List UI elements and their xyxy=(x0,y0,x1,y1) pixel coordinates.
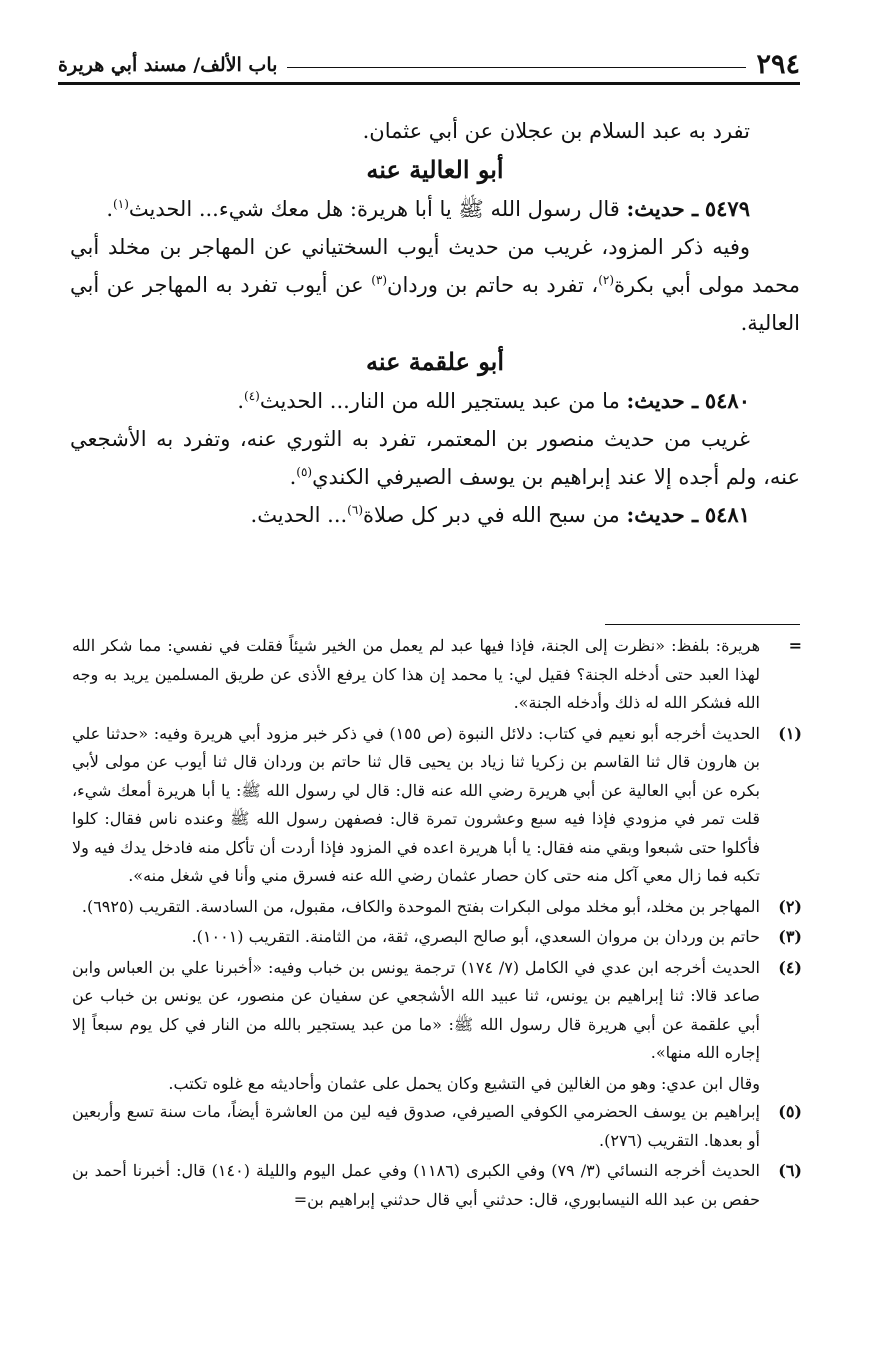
footnote-4: (٤) الحديث أخرجه ابن عدي في الكامل (٧/ ١٧٤) ترجمة يونس بن خباب وفيه: «أخبرنا علي بن العباس وابن صاعد قالا: ثنا إبراهيم بن يونس، ثنا عبيد الله الأشجعي عن سفيان عن منصور، عن يونس بن خباب عن أبي علقمة عن أبي هريرة قال رسول الله ﷺ: «ما من عبد يستجير بالله من النار في كل يوم سبعاً إلا إجاره الله منها». xyxy=(72,954,802,1068)
hadith-label: ـ حديث: xyxy=(626,388,699,413)
hadith-5479: ٥٤٧٩ ـ حديث: قال رسول الله ﷺ يا أبا هريرة: هل معك شيء... الحديث$^{(١)}$. xyxy=(106,196,750,221)
section-heading-abu-alqama: أبو علقمة عنه xyxy=(365,347,505,376)
hadith-5480: ٥٤٨٠ ـ حديث: ما من عبد يستجير الله من النار... الحديث$^{(٤)}$. xyxy=(237,388,750,413)
section-heading-abu-aliya: أبو العالية عنه xyxy=(366,155,504,184)
footnote-6: (٦) الحديث أخرجه النسائي (٣/ ٧٩) وفي الكبرى (١١٨٦) وفي عمل اليوم والليلة (١٤٠) قال: أخبرنا أحمد بن حفص بن عبد الله النيسابوري، قال: حدثني أبي قال حدثني إبراهيم بن= xyxy=(72,1157,802,1214)
hadith-text: ما من عبد يستجير الله من النار... الحديث xyxy=(259,389,620,413)
hadith-number: ٥٤٨٠ xyxy=(704,388,750,413)
header-rule xyxy=(287,67,746,68)
footnote-ref: (٤) xyxy=(244,389,260,403)
footnote-ref: (٥) xyxy=(296,465,313,479)
footnote-mark: (٥) xyxy=(778,1102,802,1121)
hadith-number: ٥٤٨١ xyxy=(704,502,750,527)
footnote-mark: (٣) xyxy=(778,927,802,946)
hadith-label: ـ حديث: xyxy=(626,502,699,527)
footnote-3: (٣) حاتم بن وردان بن مروان السعدي، أبو صالح البصري، ثقة، من الثامنة. التقريب (١٠٠١). xyxy=(72,923,802,952)
page-number: ٢٩٤ xyxy=(756,49,800,80)
footnote-4-extra: وقال ابن عدي: وهو من الغالين في التشيع وكان يحمل على عثمان وأحاديثه مع غلوه تكتب. xyxy=(168,1073,760,1093)
footnote-divider xyxy=(605,624,800,625)
hadith-number: ٥٤٧٩ xyxy=(704,196,750,221)
footnote-ref: (٣) xyxy=(371,273,388,287)
footnote-ref: (٦) xyxy=(347,503,363,517)
footnote-mark: = xyxy=(788,636,802,655)
footnote-mark: (٦) xyxy=(778,1161,802,1180)
running-title: باب الألف/ مسند أبي هريرة xyxy=(58,54,278,76)
main-text xyxy=(70,112,800,534)
footnotes xyxy=(72,632,802,1216)
footnote-mark: (٤) xyxy=(778,957,802,977)
hadith-label: ـ حديث: xyxy=(626,196,699,221)
footnote-continuation: = هريرة: بلفظ: «نظرت إلى الجنة، فإذا فيها عبد لم يعمل من الخير شيئاً فقلت في نفسي: مما شكر الله لهذا العبد حتى أدخله الجنة؟ فقيل لي: يا محمد إن هذا كان يرفع الأذى عن طريق المسلمين يريد به وجه الله فشكر الله له ذلك وأدخله الجنة». xyxy=(72,632,802,718)
footnote-ref: (٢) xyxy=(598,273,615,287)
page-header xyxy=(58,40,800,85)
footnote-mark: (٢) xyxy=(778,896,802,916)
footnote-1: (١) الحديث أخرجه أبو نعيم في كتاب: دلائل النبوة (ص ١٥٥) في ذكر خبر مزود أبي هريرة وفيه: «حدثنا علي بن هارون قال ثنا القاسم بن زكريا ثنا زياد بن يحيى قال ثنا حاتم بن وردان قال ثنا أيوب عن مولى لأبي بكره عن أبي العالية عن أبي هريرة رضي الله عنه قال: قال لي رسول الله ﷺ: يا أبا هريرة أمعك شيء، قلت تمر في مزودي فإذا فيه سبع وعشرون تمرة قال: فصفهن رسول الله ﷺ وعنده ناس فقال: كلوا فأكلوا حتى شبعوا وبقي منه فقال: يا أبا هريرة اعده في المزود فإذا أردت أن تأكل منه فادخل يدك فيه ولا تكبه فما زال معي آكل منه حتى كان حصار عثمان رضي الله عنه فسرق مني وأنا في شغل منه». xyxy=(72,720,802,891)
footnote-2: (٢) المهاجر بن مخلد، أبو مخلد مولى البكرات بفتح الموحدة والكاف، مقبول، من السادسة. التقريب (٦٩٢٥). xyxy=(72,893,802,922)
footnote-5: (٥) إبراهيم بن يوسف الحضرمي الكوفي الصيرفي، صدوق فيه لين من العاشرة أيضاً، مات سنة تسع وأربعين أو بعدها. التقريب (٢٧٦). xyxy=(72,1098,802,1155)
intro-line: تفرد به عبد السلام بن عجلان عن أبي عثمان. xyxy=(362,119,750,143)
commentary-5480: غريب من حديث منصور بن المعتمر، تفرد به الثوري عنه، وتفرد به الأشجعي عنه، ولم أجده إلا عند إبراهيم بن يوسف الصيرفي الكندي$^{(٥)}$. xyxy=(70,427,800,489)
footnote-ref: (١) xyxy=(113,197,129,211)
footnote-mark: (١) xyxy=(778,723,802,743)
hadith-text: قال رسول الله ﷺ يا أبا هريرة: هل معك شيء... الحديث xyxy=(128,197,620,221)
commentary-5479: وفيه ذكر المزود، غريب من حديث أيوب السختياني عن المهاجر بن مخلد أبي محمد مولى أبي بكرة$^{(٢)}$، تفرد به حاتم بن وردان$^{(٣)}$ عن أيوب تفرد به المهاجر عن أبي العالية. xyxy=(70,235,800,335)
hadith-text: من سبح الله في دبر كل صلاة xyxy=(363,503,620,527)
hadith-5481: ٥٤٨١ ـ حديث: من سبح الله في دبر كل صلاة$^{(٦)}$... الحديث. xyxy=(250,502,750,527)
